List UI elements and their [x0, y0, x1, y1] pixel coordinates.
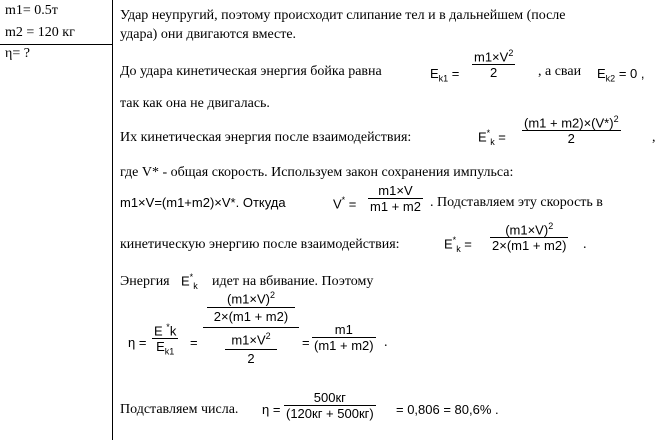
text-line-1: Удар неупругий, поэтому происходит слипание тел и в дальнейшем (после [120, 8, 566, 23]
text-line-5: Их кинетическая энергия после взаимодействия: [120, 130, 412, 145]
text-line-9b: идет на вбивание. Поэтому [212, 274, 374, 289]
text-line-2: удара) они двигаются вместе. [120, 27, 297, 42]
text-line-4: так как она не двигалась. [120, 96, 270, 111]
ek-sub-lhs: $E^*_k$ = [444, 235, 472, 254]
text-line-6: где V* - общая скорость. Используем закон сохранения импульса: [120, 165, 514, 180]
eta-lhs: η = [128, 335, 147, 350]
text-line-7b: . Подставляем эту скорость в [430, 195, 603, 210]
ek-star-fraction: $(m1 + m2)\times(V*)^2$ 2 [524, 114, 619, 147]
ek-star-comma: , [652, 130, 656, 145]
num-eta-lhs: η = [262, 402, 281, 417]
ek1-fraction: $m1\times V^2$ 2 [474, 48, 514, 81]
text-line-9a: Энергия [120, 274, 170, 289]
text-line-8: кинетическую энергию после взаимодействия: [120, 237, 400, 252]
ek2-formula: $E_{k2} = 0$ , [597, 66, 645, 84]
ek1-lhs: $E_{k1}$ = [430, 66, 460, 84]
ek-sub-fraction: $(m1\times V)^2$ 2×(m1 + m2) [492, 221, 567, 254]
text-line-10: Подставляем числа. [120, 402, 239, 417]
eta-final-fraction: m1 (m1 + m2) [314, 322, 374, 353]
ek-star-lhs: $E^*_k$ = [478, 128, 506, 147]
eta-period: . [384, 335, 388, 350]
numeric-fraction: 500кг (120кг + 500кг) [286, 390, 374, 421]
vstar-lhs: V* = [333, 195, 357, 212]
given-m1: m1= 0.5т [5, 3, 58, 18]
eta-eq1: = [190, 335, 198, 350]
numeric-result: = 0,806 = 80,6% . [396, 402, 499, 417]
ek-sub-period: . [583, 237, 587, 252]
momentum-equation: m1×V=(m1+m2)×V*. Откуда [120, 195, 286, 210]
given-m2: m2 = 120 кг [5, 25, 75, 40]
vstar-fraction: m1×V m1 + m2 [370, 183, 421, 214]
given-find: η= ? [5, 46, 30, 61]
text-line-3: До удара кинетическая энергия бойка равна [120, 64, 382, 79]
text-line-3b: , а сваи [538, 64, 582, 79]
given-divider [0, 44, 112, 45]
eta-eq2: = [302, 335, 310, 350]
eta-frac1: E *k $E_{k1}$ [154, 322, 177, 357]
energy-symbol: $E^*_k$ [181, 272, 198, 291]
eta-big-fraction: $(m1\times V)^2$ 2×(m1 + m2) $m1\times V^2$ 2 [203, 290, 299, 366]
column-divider [112, 0, 113, 440]
